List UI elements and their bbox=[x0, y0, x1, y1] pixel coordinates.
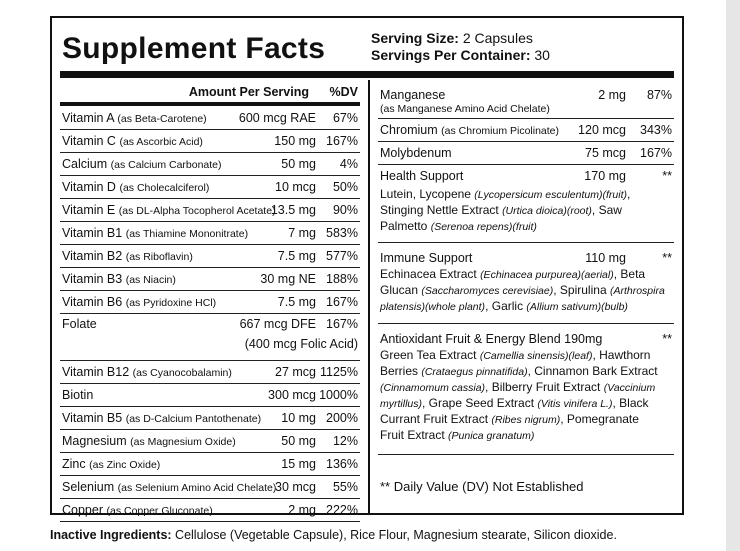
nutrient-dv: 136% bbox=[326, 457, 358, 471]
nutrient-name: Vitamin B5 bbox=[62, 411, 123, 425]
nutrient-source: (as Magnesium Oxide) bbox=[130, 436, 236, 448]
nutrient-dv: 12% bbox=[332, 434, 358, 448]
nutrient-dv: 55% bbox=[332, 480, 358, 494]
nutrient-row bbox=[60, 499, 360, 522]
nutrient-rows bbox=[60, 107, 360, 314]
nutrient-dv: 50% bbox=[332, 180, 358, 194]
nutrient-source: (as Thiamine Mononitrate) bbox=[125, 228, 249, 240]
blend-health-support: Health Support 170 mg ** Lutein, Lycopene (Lycopersicum esculentum)(fruit), Stinging Nettle Extract (Urtica dioica)(root), Saw Palmetto (Serenoa repens)(fruit) bbox=[378, 165, 674, 243]
nutrient-amount: 30 mg NE bbox=[260, 272, 316, 286]
nutrient-amount: 600 mcg RAE bbox=[238, 111, 316, 125]
nutrient-source: (as DL-Alpha Tocopherol Acetate) bbox=[118, 205, 276, 217]
nutrient-amount: 2 mg bbox=[288, 503, 316, 517]
nutrient-row bbox=[60, 453, 360, 476]
nutrient-amount: 30 mcg bbox=[275, 480, 316, 494]
nutrient-row bbox=[60, 361, 360, 384]
right-edge-strip bbox=[726, 0, 740, 551]
nutrient-name: Zinc bbox=[62, 457, 86, 471]
nutrient-amount: 7.5 mg bbox=[277, 249, 316, 263]
nutrient-dv: 583% bbox=[326, 226, 358, 240]
nutrient-name: Calcium bbox=[62, 157, 108, 171]
nutrient-name: Vitamin C bbox=[62, 134, 116, 148]
amount-header: Amount Per Serving bbox=[188, 85, 309, 99]
blend-antioxidant: Antioxidant Fruit & Energy Blend 190mg ** Green Tea Extract (Camellia sinensis)(leaf), Hawthorn Berries (Crataegus pinnatifida), Cinnamon Bark Extract (Cinnamomum cassia), Bilberry Fruit Extract (Vaccinium myrtillus), Grape Seed Extract (Vitis vinifera L.), Black Currant Fruit Extract (Ribes nigrum), Pomegranate Fruit Extract (Punica granatum) bbox=[378, 324, 674, 455]
nutrient-dv: 1125% bbox=[320, 365, 358, 379]
nutrient-name: Vitamin B6 bbox=[62, 295, 123, 309]
nutrient-row bbox=[60, 199, 360, 222]
nutrient-row bbox=[60, 407, 360, 430]
nutrient-row bbox=[60, 245, 360, 268]
nutrient-dv: 90% bbox=[332, 203, 358, 217]
nutrient-name: Selenium bbox=[62, 480, 115, 494]
nutrient-amount: 150 mg bbox=[274, 134, 316, 148]
nutrient-source: (as Cyanocobalamin) bbox=[132, 367, 232, 379]
nutrient-row bbox=[60, 130, 360, 153]
nutrient-name: Vitamin B3 bbox=[62, 272, 123, 286]
nutrient-source: (as Cholecalciferol) bbox=[119, 182, 210, 194]
health-support-ingredients: Lutein, Lycopene (Lycopersicum esculentum)(fruit), Stinging Nettle Extract (Urtica dioica)(root), Saw Palmetto (Serenoa repens)(fruit) bbox=[380, 187, 631, 233]
nutrient-dv: 1000% bbox=[319, 388, 358, 402]
nutrient-source: (as Selenium Amino Acid Chelate) bbox=[117, 482, 277, 494]
nutrient-dv: 167% bbox=[326, 134, 358, 148]
nutrient-row bbox=[60, 476, 360, 499]
serving-info bbox=[371, 30, 550, 64]
nutrient-source: (as Ascorbic Acid) bbox=[119, 136, 203, 148]
nutrient-source: (as Beta-Carotene) bbox=[117, 113, 207, 125]
column-header bbox=[60, 82, 360, 102]
nutrient-name: Vitamin B2 bbox=[62, 249, 123, 263]
nutrient-amount: 50 mg bbox=[281, 157, 316, 171]
panel-title: Supplement Facts bbox=[62, 32, 326, 65]
nutrient-row bbox=[60, 291, 360, 314]
nutrient-rows-2 bbox=[60, 361, 360, 522]
nutrient-name: Biotin bbox=[62, 388, 94, 402]
nutrient-row-folate: Folate 667 mcg DFE 167% (400 mcg Folic Acid) bbox=[60, 314, 360, 361]
footnote: ** Daily Value (DV) Not Established bbox=[380, 479, 584, 494]
nutrient-row bbox=[60, 176, 360, 199]
nutrient-name: Vitamin D bbox=[62, 180, 116, 194]
nutrient-source: (as Niacin) bbox=[125, 274, 176, 286]
nutrient-row-manganese: Manganese 2 mg 87% (as Manganese Amino Acid Chelate) bbox=[378, 86, 674, 119]
nutrient-source: (as D-Calcium Pantothenate) bbox=[125, 413, 262, 425]
nutrient-amount: 27 mcg bbox=[275, 365, 316, 379]
nutrient-row-chromium: Chromium (as Chromium Picolinate) 120 mcg 343% bbox=[378, 119, 674, 142]
nutrient-row bbox=[60, 153, 360, 176]
nutrient-dv: 67% bbox=[332, 111, 358, 125]
nutrient-dv: 188% bbox=[326, 272, 358, 286]
nutrient-dv: 4% bbox=[339, 157, 358, 171]
blend-immune-support: Immune Support 110 mg ** Echinacea Extract (Echinacea purpurea)(aerial), Beta Glucan (Saccharomyces cerevisiae), Spirulina (Arthrospira platensis)(whole plant), Garlic (Allium sativum)(bulb) bbox=[378, 243, 674, 324]
nutrient-amount: 10 mg bbox=[281, 411, 316, 425]
nutrient-row bbox=[60, 107, 360, 130]
nutrient-name: Vitamin A bbox=[62, 111, 114, 125]
dv-header: %DV bbox=[329, 85, 358, 99]
left-column bbox=[60, 82, 360, 522]
nutrient-amount: 7 mg bbox=[288, 226, 316, 240]
nutrient-source: (as Calcium Carbonate) bbox=[110, 159, 222, 171]
footnote-area bbox=[378, 455, 674, 495]
nutrient-row bbox=[60, 384, 360, 407]
nutrient-amount: 300 mcg bbox=[268, 388, 316, 402]
nutrient-source: (as Zinc Oxide) bbox=[89, 459, 161, 471]
immune-support-ingredients: Echinacea Extract (Echinacea purpurea)(aerial), Beta Glucan (Saccharomyces cerevisiae), Spirulina (Arthrospira platensis)(whole plant), Garlic (Allium sativum)(bulb) bbox=[380, 267, 665, 313]
nutrient-row bbox=[60, 222, 360, 245]
nutrient-amount: 10 mcg bbox=[275, 180, 316, 194]
nutrient-row bbox=[60, 268, 360, 291]
nutrient-name: Vitamin E bbox=[62, 203, 116, 217]
nutrient-dv: 167% bbox=[326, 295, 358, 309]
nutrient-name: Copper bbox=[62, 503, 103, 517]
nutrient-name: Magnesium bbox=[62, 434, 127, 448]
antioxidant-ingredients: Green Tea Extract (Camellia sinensis)(leaf), Hawthorn Berries (Crataegus pinnatifida), Cinnamon Bark Extract (Cinnamomum cassia), Bilberry Fruit Extract (Vaccinium myrtillus), Grape Seed Extract (Vitis vinifera L.), Black Currant Fruit Extract (Ribes nigrum), Pomegranate Fruit Extract (Punica granatum) bbox=[380, 348, 658, 442]
nutrient-source: (as Copper Gluconate) bbox=[106, 505, 213, 517]
nutrient-name: Vitamin B1 bbox=[62, 226, 123, 240]
nutrient-dv: 222% bbox=[326, 503, 358, 517]
nutrient-row bbox=[60, 430, 360, 453]
nutrient-dv: 577% bbox=[326, 249, 358, 263]
top-rule bbox=[60, 71, 674, 78]
right-column bbox=[378, 86, 674, 495]
nutrient-amount: 13.5 mg bbox=[270, 203, 316, 217]
nutrient-name: Vitamin B12 bbox=[62, 365, 130, 379]
serving-size: Serving Size: 2 Capsules bbox=[371, 30, 533, 46]
supplement-facts-panel bbox=[50, 16, 684, 515]
column-divider bbox=[368, 80, 370, 513]
nutrient-amount: 7.5 mg bbox=[277, 295, 316, 309]
servings-per-container: Servings Per Container: 30 bbox=[371, 47, 550, 63]
nutrient-source: (as Pyridoxine HCl) bbox=[125, 297, 217, 309]
nutrient-amount: 50 mg bbox=[281, 434, 316, 448]
header-rule bbox=[60, 102, 360, 106]
nutrient-amount: 15 mg bbox=[281, 457, 316, 471]
nutrient-source: (as Riboflavin) bbox=[125, 251, 193, 263]
nutrient-dv: 200% bbox=[326, 411, 358, 425]
nutrient-row-molybdenum: Molybdenum 75 mcg 167% bbox=[378, 142, 674, 165]
inactive-ingredients: Inactive Ingredients: Cellulose (Vegetable Capsule), Rice Flour, Magnesium stearate, Silicon dioxide. bbox=[50, 528, 617, 542]
